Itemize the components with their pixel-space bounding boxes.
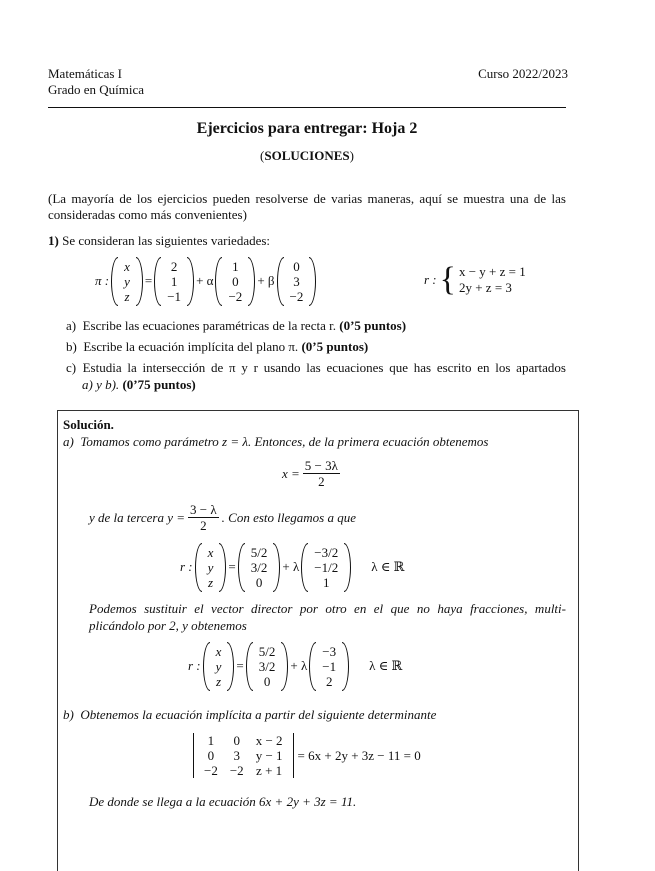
header-left: [48, 66, 144, 98]
solution-b-intro: b) Obtenemos la ecuación implícita a partir del siguiente determinante: [63, 707, 437, 722]
solution-a-intro: a) Tomamos como parámetro z = λ. Entonces, de la primera ecuación obtenemos: [63, 434, 489, 449]
alpha: + α: [196, 273, 214, 288]
item-a: a) Escribe las ecuaciones paramétricas de la recta r. (0’5 puntos): [66, 318, 407, 333]
brace: {: [439, 261, 456, 298]
r-parametric-1: r : x y z = 5/2 3/2 0 + λ −3/2 −1/2 1 λ ∈ ℝ: [180, 544, 405, 590]
beta: + β: [257, 273, 275, 288]
r-parametric-2: r : x y z = 5/2 3/2 0 + λ −3 −1 2 λ ∈ ℝ: [188, 643, 403, 689]
course-year: Curso 2022/2023: [478, 66, 568, 81]
course-name: Matemáticas I: [48, 66, 122, 81]
vector-vars: x y z: [111, 257, 143, 306]
intro: [48, 191, 566, 223]
y-equation: y de la tercera y = $\frac{3 - \lambda}{2}$ . Con esto llegamos a que: [89, 502, 356, 533]
problem-items: [66, 315, 566, 393]
conclusion: De donde se llega a la ecuación 6x + 2y + 3z = 11.: [89, 794, 357, 809]
subtitle-text: SOLUCIONES: [264, 148, 350, 163]
intro-line: (La mayoría de los ejercicios pueden resolverse de varias maneras, aquí se muestra una de las: [48, 191, 566, 206]
vector-point: 2 1 −1: [154, 257, 194, 306]
item-b: b) Escribe la ecuación implícita del plano π. (0’5 puntos): [66, 339, 369, 354]
degree-name: Grado en Química: [48, 82, 145, 97]
pi-equation: [95, 256, 318, 306]
vector-v1: 1 0 −2: [215, 257, 255, 306]
pi-label: π :: [95, 273, 110, 288]
r-system: [424, 260, 526, 300]
determinant-equation: [193, 733, 421, 778]
problem-statement: [48, 233, 270, 249]
subtitle: [48, 148, 566, 164]
determinant-result: = 6x + 2y + 3z − 11 = 0: [297, 747, 421, 763]
r-equations: x − y + z = 1 2y + z = 3: [458, 264, 526, 295]
solution-heading: Solución.: [63, 417, 114, 432]
intro-line: consideradas como más convenientes): [48, 207, 247, 222]
r-label: r :: [424, 272, 437, 287]
vector-v2: 0 3 −2: [277, 257, 317, 306]
item-c: c) Estudia la intersección de π y r usando las ecuaciones que has escrito en los apartados a) y b). (0’75 puntos): [66, 360, 566, 392]
determinant: 1 0 x − 2 0 3 y − 1 −2 −2 z + 1: [193, 733, 294, 778]
paren: (: [260, 148, 265, 163]
statement-text: Se consideran las siguientes variedades:: [62, 233, 271, 248]
x-equation: x = $\frac{5 - 3\lambda}{2}$: [282, 458, 338, 489]
paren: ): [349, 148, 354, 163]
substitution-paragraph: Podemos sustituir el vector director por otro en el que no haya fracciones, multi- plicándolo por 2, y obtenemos: [89, 601, 566, 633]
page-title: Ejercicios para entregar: Hoja 2: [196, 120, 418, 137]
equals: =: [144, 273, 153, 288]
problem-number: 1): [48, 233, 59, 248]
header-rule: [48, 107, 566, 108]
